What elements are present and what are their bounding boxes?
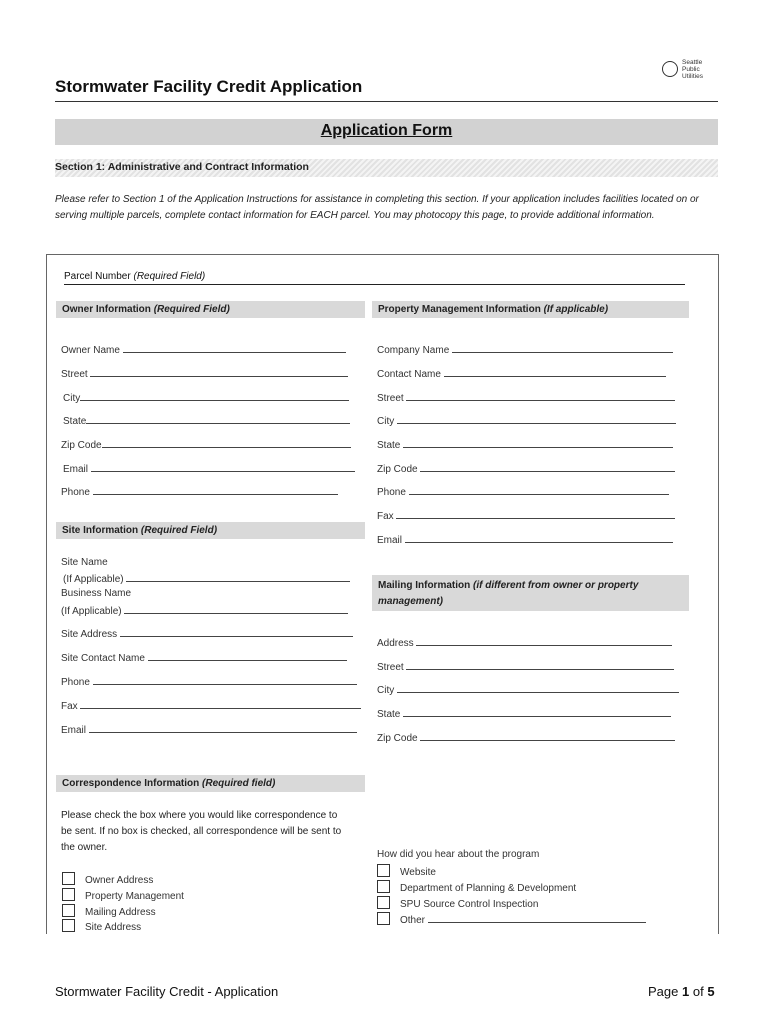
correspondence-option-property-mgmt[interactable]: Property Management: [62, 888, 184, 902]
correspondence-instructions: Please check the box where you would like correspondence to be sent. If no box is checked, all correspondence will be sent to the owner.: [61, 810, 342, 853]
title-divider: [55, 101, 718, 102]
site-contact-name-field[interactable]: Site Contact Name: [61, 651, 347, 664]
hear-option-website[interactable]: Website: [377, 864, 436, 878]
site-name-field[interactable]: (If Applicable): [63, 572, 350, 585]
pm-street-field[interactable]: Street: [377, 391, 675, 404]
logo-mark-icon: [662, 61, 678, 77]
owner-phone-field[interactable]: Phone: [61, 485, 338, 498]
owner-email-field[interactable]: Email: [63, 462, 355, 475]
site-fax-field[interactable]: Fax: [61, 699, 361, 712]
owner-city-field[interactable]: City: [63, 391, 349, 404]
property-mgmt-header: Property Management Information (If applicable): [372, 301, 689, 318]
mailing-address-field[interactable]: Address: [377, 636, 672, 649]
logo-text: Seattle Public Utilities: [682, 59, 703, 80]
mailing-city-field[interactable]: City: [377, 683, 679, 696]
mailing-street-field[interactable]: Street: [377, 660, 674, 673]
owner-street-field[interactable]: Street: [61, 367, 348, 380]
pm-phone-field[interactable]: Phone: [377, 485, 669, 498]
checkbox[interactable]: [377, 896, 390, 909]
checkbox[interactable]: [377, 912, 390, 925]
owner-info-header: Owner Information (Required Field): [56, 301, 365, 318]
document-title: Stormwater Facility Credit Application: [55, 77, 363, 96]
owner-state-field[interactable]: State: [63, 414, 350, 427]
hear-option-dpd[interactable]: Department of Planning & Development: [377, 880, 576, 894]
pm-fax-field[interactable]: Fax: [377, 509, 675, 522]
correspondence-header: Correspondence Information (Required field): [56, 775, 365, 792]
pm-company-name-field[interactable]: Company Name: [377, 343, 673, 356]
correspondence-option-mailing[interactable]: Mailing Address: [62, 904, 156, 918]
site-email-field[interactable]: Email: [61, 723, 357, 736]
mailing-info-header: Mailing Information (if different from owner or property management): [372, 575, 689, 611]
site-name-label: Site Name: [61, 557, 108, 568]
parcel-number-label: Parcel Number (Required Field): [64, 271, 206, 282]
hear-option-spu-inspection[interactable]: SPU Source Control Inspection: [377, 896, 538, 910]
owner-zip-field[interactable]: Zip Code: [61, 438, 351, 451]
site-info-header: Site Information (Required Field): [56, 522, 365, 539]
section-title: Section 1: Administrative and Contract Information: [55, 161, 309, 173]
pm-city-field[interactable]: City: [377, 414, 676, 427]
checkbox[interactable]: [62, 872, 75, 885]
footer-document-name: Stormwater Facility Credit - Application: [55, 984, 279, 999]
business-name-field[interactable]: (If Applicable): [61, 604, 348, 617]
site-address-field[interactable]: Site Address: [61, 627, 353, 640]
pm-contact-name-field[interactable]: Contact Name: [377, 367, 666, 380]
pm-zip-field[interactable]: Zip Code: [377, 462, 675, 475]
footer-page-number: Page 1 of 5: [648, 984, 715, 999]
checkbox[interactable]: [62, 888, 75, 901]
pm-state-field[interactable]: State: [377, 438, 673, 451]
checkbox[interactable]: [377, 864, 390, 877]
mailing-zip-field[interactable]: Zip Code: [377, 731, 675, 744]
parcel-number-field[interactable]: [64, 284, 685, 285]
correspondence-option-site[interactable]: Site Address: [62, 919, 141, 933]
hear-option-other[interactable]: Other: [377, 912, 646, 926]
site-phone-field[interactable]: Phone: [61, 675, 357, 688]
correspondence-option-owner[interactable]: Owner Address: [62, 872, 153, 886]
section-intro: Please refer to Section 1 of the Application Instructions for assistance in completing this section. If your application includes facilities located on or serving multiple parcels, complete contact information for EACH parcel. You may photocopy this page, to provide additional information.: [55, 194, 699, 221]
pm-email-field[interactable]: Email: [377, 533, 673, 546]
business-name-label: Business Name: [61, 588, 132, 599]
form-title: Application Form: [320, 122, 453, 139]
hear-about-question: How did you hear about the program: [377, 849, 540, 860]
checkbox[interactable]: [62, 919, 75, 932]
checkbox[interactable]: [62, 904, 75, 917]
checkbox[interactable]: [377, 880, 390, 893]
owner-name-field[interactable]: Owner Name: [61, 343, 346, 356]
spu-logo: [662, 59, 722, 83]
mailing-state-field[interactable]: State: [377, 707, 671, 720]
